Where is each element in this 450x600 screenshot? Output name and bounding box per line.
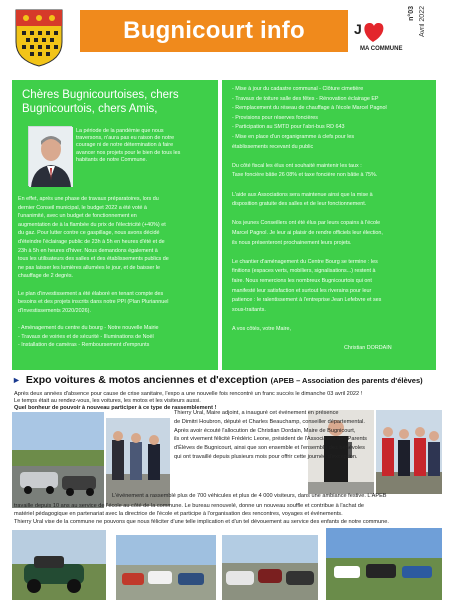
right-line: sous-traitants. [232,306,266,313]
arrow-right-icon: ► [12,375,21,385]
right-line: Le chantier d'aménagement du Centre Bourg se termine : les [232,258,378,265]
photo-parking-field [326,528,442,600]
right-line: - Travaux de toiture salle des fêtes - Rénovation éclairage EP [232,95,379,102]
article-body-line: Après avoir écouté l'allocution de Christian Dordain, Maire de Bugnicourt, [174,427,356,434]
right-line: - Participation au SMTD pour l'abri-bus RD 643 [232,124,345,131]
right-line: finitions (espaces verts, mobiliers, signalisations...) restent à [232,268,376,275]
body-line: d'Investissements 2020/2026). [18,307,91,314]
newsletter-title-bar [80,10,348,52]
right-line: A vos côtés, votre Maire, [232,326,292,332]
photo-vintage-car-green [12,530,106,600]
body-line: tous les utilisateurs des salles et des établissements publics de [18,256,169,263]
newsletter-title: Bugnicourt info [123,17,305,44]
intro-line: avancer nos projets pour le bien de tous les [76,149,181,156]
right-line: établissements recevant du public [232,143,314,150]
intro-line: traversons, n'aura pas eu raison de notre [76,135,175,142]
photo-visitors-cars [222,535,318,600]
article-intro-line: Quel bonheur de pouvoir à nouveau participer à ce type de rassemblement ! [14,405,217,411]
issue-date: Avril 2022 [419,6,426,38]
issue-number: n°03 [408,6,415,21]
intro-line: La période de la pandémie que nous [76,128,164,134]
body-line: - Travaux de voiries et de sécurité - Illuminations de Noël [18,333,154,340]
body-line: Le plan d'investissement a été élaboré en tenant compte des [18,290,164,297]
mayor-portrait-icon [29,127,73,187]
article-footer-line: Thierry Ural vise de la commune ne pouvons que nous féliciter d'une telle implication et d'un tel dévouement au service des enfants de notre commune. [14,519,389,525]
body-line: augmentation de à la flambée du prix de l'électricité (+40%) et [18,221,166,228]
article-body-line: Thierry Ural, Maire adjoint, a inauguré cet événement en présence [174,410,339,416]
issue-info [405,6,435,76]
right-line: manifesté leur satisfaction et surtout les riverains pour leur [232,287,372,294]
article-intro-line: Le temps était au rendez-vous, les voitures, les motos et les visiteurs aussi. [14,398,201,404]
body-line: d'éteindre l'éclairage public de 23h à 5h en heures d'été et de [18,239,165,245]
body-line: 23h à 5h en heures d'hiver. Nous demandons également à [18,247,158,254]
body-line: l'unanimité, avec un budget de fonctionnement en [18,213,137,220]
right-line: Nos jeunes Conseillers ont été élus par leurs copains à l'école [232,220,381,227]
right-line: Taxe foncière bâtie 26 08% et taxe foncière non bâtie à 75%. [232,172,378,179]
article-body-line: L'événement a rassemblé plus de 700 véhicules et plus de 4 000 visiteurs, dans une ambiance festive. L'APEB [112,493,387,499]
right-line: Du côté fiscal les élus ont souhaité maintenir les taux : [232,162,362,169]
right-line: - Provisions pour réserves foncières [232,114,318,121]
photo-car-show-crowd [116,535,216,600]
editorial-left-panel [12,80,218,370]
right-line: patience : le ralentissement à l'entreprise Jean Lefebvre et ses [232,297,382,304]
right-line: - Mise en place d'un organigramme à clefs pour les [232,134,355,140]
article-intro-line: Après deux années d'absence pour cause de crise sanitaire, l'expo a une nouvelle fois rencontré un franc succès le dimanche 03 avril 2022 ! [14,391,363,397]
right-line: L'aide aux Associations sera maintenue ainsi que la mise à [232,191,373,198]
section-title: Expo voitures & motos anciennes et d'exception [25,374,268,386]
photo-classic-cars-parade [12,412,104,508]
editorial-right-panel [222,80,436,370]
right-line: Marcel Pagnol. Je leur ai plaisir de rendre officiels leur élection, [232,230,383,236]
right-line: ils nous présenteront prochainement leurs projets. [232,239,352,246]
article-footer-line: matériel pédagogique en partenariat avec la directrice de l'école et participe à l'organisation des rencontres, voyages et événements. [14,511,343,517]
body-line: - Aménagement du centre du bourg - Notre nouvelle Mairie [18,325,159,331]
section-subtitle: (APEB – Association des parents d'élèves) [270,375,423,385]
right-line: Christian DORDAIN [344,345,392,352]
logo-text: MA COMMUNE [360,46,403,52]
article-body-line: ils ont vivement félicité Frédéric Leone, président de l'Association des Parents [174,436,367,443]
heart-logo-icon [353,14,403,54]
body-line: - Installation de caméras - Remboursement d'emprunts [18,342,150,349]
article-body-line: qui ont travaillé depuis plusieurs mois pour offrir cette journée d'exception. [174,454,358,460]
intro-line: courage ni de notre détermination à faire [76,142,174,149]
article-body-line: d'Élèves de Bugnicourt, ainsi que son ensemble et l'ensemble des bénévoles [174,445,365,452]
photo-group-volunteers [376,410,442,494]
body-line: chauffage de 2 degrés. [18,273,74,280]
right-line: faire. Nous remercions les nombreux Bugnicourtois qui ont [232,278,372,284]
mayor-portrait [28,126,72,186]
right-line: disposition gratuite des salles et de leur fonctionnement. [232,201,367,208]
article-body-line: de Dimitri Houbron, député et Charles Beauchamp, conseiller départemental. [174,418,365,425]
section-banner [12,372,442,388]
intro-line: habitants de notre Commune. [76,156,148,163]
svg-text:J: J [354,21,362,37]
article-footer-line: travaille depuis 10 ans au service de l'école au côté de la commune. Le bureau renouvelé, donne un nouveau souffle et contribue à l'achat de [14,503,365,509]
body-line: ne pas laisser les lumières allumées le jour, et de baisser le [18,264,161,271]
municipal-crest-icon [14,8,64,68]
body-line: En effet, après une phase de travaux préparatoires, lors du [18,196,159,202]
body-line: besoins et des projets inscrits dans notre PPI (Plan Pluriannuel [18,299,169,306]
body-line: du gaz. Pour lutter contre ce gaspillage, nous avons décidé [18,230,160,237]
editorial-greeting: Chères Bugnicourtoises, chers Bugnicourtois, chers Amis, [22,89,179,115]
right-line: - Remplacement du réseau de chauffage à l'école Marcel Pagnol [232,105,387,112]
right-line: - Mise à jour du cadastre communal - Clôture cimetière [232,86,364,92]
body-line: dernier Conseil municipal, le budget 2022 a été voté à [18,204,147,211]
